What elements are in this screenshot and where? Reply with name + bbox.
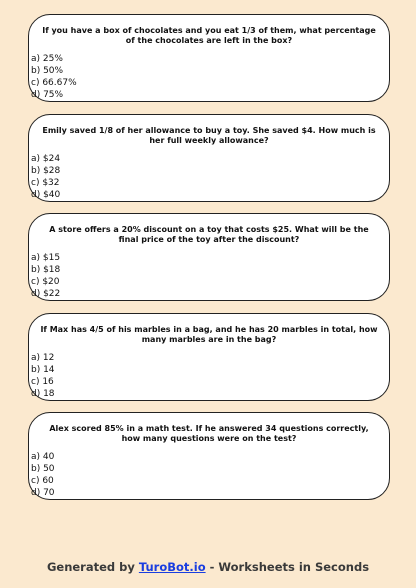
option-b: b) $28 (31, 166, 61, 176)
option-b: b) 50 (31, 464, 55, 474)
footer-prefix: Generated by (46, 560, 139, 574)
question-card-4 (28, 313, 390, 401)
question-card-5 (28, 412, 390, 500)
footer-link[interactable]: TuroBot.io (138, 560, 206, 574)
question-text: Alex scored 85% in a math test. If he answered 34 questions correctly, how many questions were on the test? (49, 424, 369, 443)
footer-suffix: - Worksheets in Seconds (205, 560, 370, 574)
option-b: b) $18 (31, 265, 61, 275)
option-b: b) 14 (31, 365, 55, 375)
question-text: Emily saved 1/8 of her allowance to buy a toy. She saved $4. How much is her full weekly allowance? (42, 126, 376, 145)
option-d: d) $40 (31, 190, 61, 200)
options-list (31, 352, 389, 400)
option-c: c) 60 (31, 476, 54, 486)
option-c: c) 66.67% (31, 78, 77, 88)
option-a: a) $24 (31, 154, 61, 164)
option-d: d) 18 (31, 389, 55, 399)
footer (0, 560, 416, 574)
option-a: a) $15 (31, 253, 61, 263)
question-card-2 (28, 114, 390, 202)
question-card-1 (28, 14, 390, 102)
options-list (31, 252, 389, 300)
option-d: d) 70 (31, 488, 55, 498)
question-text: If you have a box of chocolates and you eat 1/3 of them, what percentage of the chocolates are left in the box? (42, 26, 376, 45)
question-text: If Max has 4/5 of his marbles in a bag, and he has 20 marbles in total, how many marbles are in the bag? (40, 325, 378, 344)
question-text: A store offers a 20% discount on a toy that costs $25. What will be the final price of the toy after the discount? (49, 225, 369, 244)
option-d: d) 75% (31, 90, 64, 100)
option-b: b) 50% (31, 66, 64, 76)
option-a: a) 25% (31, 54, 63, 64)
options-list (31, 53, 389, 101)
option-c: c) 16 (31, 377, 54, 387)
question-card-3 (28, 213, 390, 301)
options-list (31, 153, 389, 201)
option-c: c) $20 (31, 277, 60, 287)
options-list (31, 451, 389, 499)
option-a: a) 12 (31, 353, 55, 363)
option-c: c) $32 (31, 178, 60, 188)
option-a: a) 40 (31, 452, 55, 462)
option-d: d) $22 (31, 289, 61, 299)
